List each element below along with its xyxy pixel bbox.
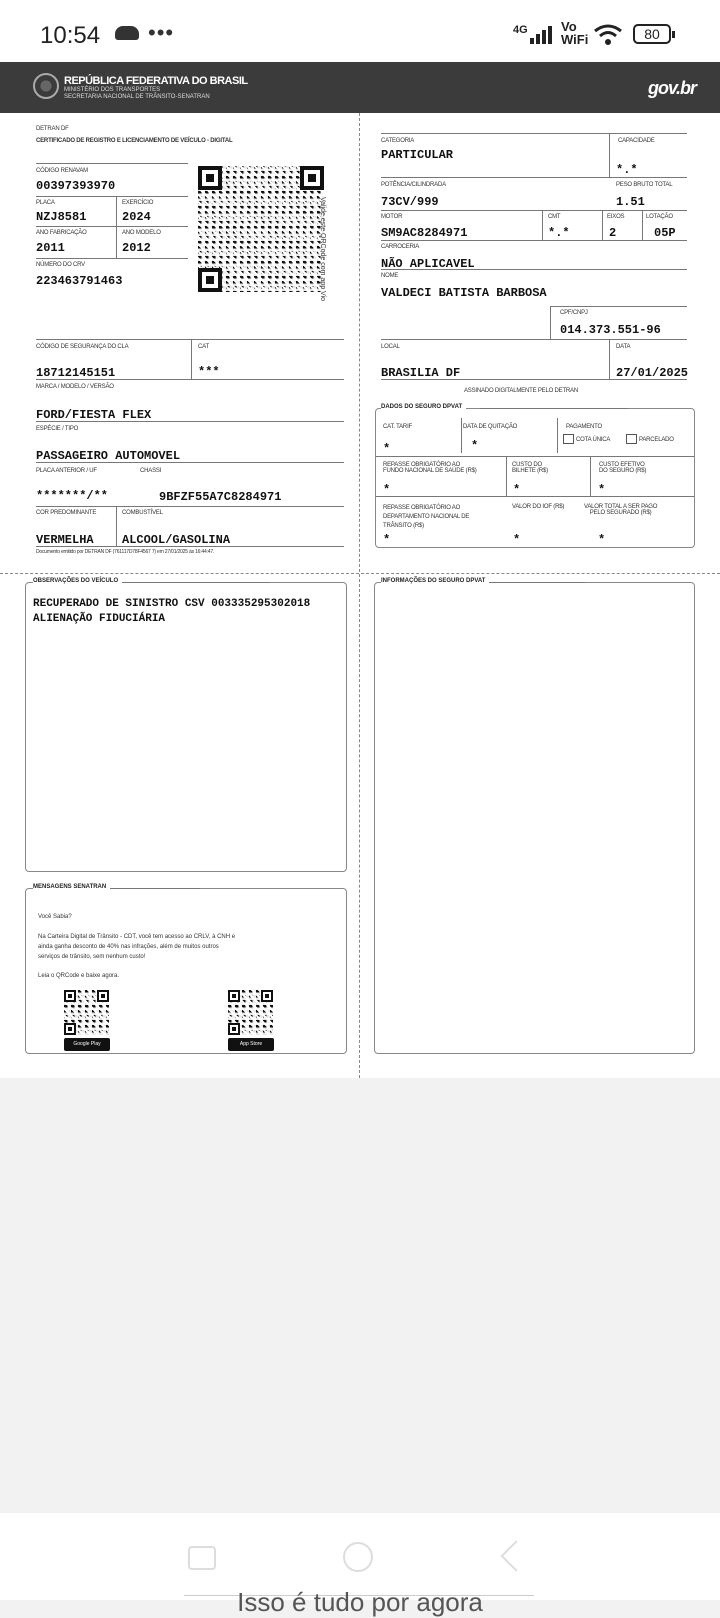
- repasse-transito-label: REPASSE OBRIGATÓRIO AO DEPARTAMENTO NACIONAL DE TRÂNSITO (R$): [383, 505, 470, 529]
- exercicio-value: 2024: [122, 210, 151, 224]
- cat-label: CAT: [198, 344, 209, 350]
- eixos-value: 2: [609, 226, 617, 240]
- ano-fabricacao-value: 2011: [36, 241, 65, 255]
- renavam-label: CÓDIGO RENAVAM: [36, 168, 88, 174]
- placa-anterior-value: *******/**: [36, 489, 109, 503]
- more-notifications-icon: •••: [148, 20, 175, 45]
- document-header: [0, 62, 720, 113]
- data-quitacao-value: *: [471, 439, 479, 453]
- capacidade-value: *.*: [616, 163, 638, 177]
- cat-tarif-label: CAT. TARIF: [383, 424, 413, 430]
- observacoes-line-2: ALIENAÇÃO FIDUCIÁRIA: [33, 613, 166, 625]
- detran-label: DETRAN: [36, 126, 60, 132]
- local-value: BRASILIA DF: [381, 366, 461, 380]
- local-label: LOCAL: [381, 344, 400, 350]
- capacidade-label: CAPACIDADE: [618, 138, 655, 144]
- cmt-label: CMT: [548, 214, 561, 220]
- combustivel-value: ALCOOL/GASOLINA: [122, 533, 231, 547]
- dpvat-title: DADOS DO SEGURO DPVAT: [381, 404, 466, 410]
- brasil-emblem-icon: [33, 73, 59, 99]
- validation-qr-code[interactable]: [198, 166, 324, 292]
- cota-unica-label: COTA ÚNICA: [576, 437, 611, 443]
- marca-label: MARCA / MODELO / VERSÃO: [36, 384, 114, 390]
- header-secretariat: SECRETARIA NACIONAL DE TRÂNSITO-SENATRAN: [64, 94, 210, 100]
- cat-value: ***: [198, 365, 220, 379]
- mensagens-title: MENSAGENS SENATRAN: [33, 884, 110, 890]
- google-play-badge[interactable]: Google Play: [64, 1038, 110, 1051]
- data-label: DATA: [616, 344, 631, 350]
- motor-value: SM9AC8284971: [381, 226, 468, 240]
- custo-efetivo-label: CUSTO EFETIVO DO SEGURO (R$): [599, 462, 647, 474]
- home-icon[interactable]: [343, 1542, 373, 1572]
- carroceria-label: CARROCERIA: [381, 244, 420, 250]
- exercicio-label: EXERCÍCIO: [122, 200, 154, 206]
- chassi-value: 9BFZF55A7C8284971: [159, 490, 282, 504]
- status-bar: [0, 0, 720, 62]
- lotacao-label: LOTAÇÃO: [646, 214, 673, 220]
- clock: 10:54: [40, 22, 101, 49]
- potencia-label: POTÊNCIA/CILINDRADA: [381, 182, 446, 188]
- ano-modelo-value: 2012: [122, 241, 151, 255]
- especie-value: PASSAGEIRO AUTOMOVEL: [36, 449, 181, 463]
- observacoes-title: OBSERVAÇÕES DO VEÍCULO: [33, 578, 122, 584]
- navigation-bar: [0, 1513, 720, 1617]
- info-dpvat-title: INFORMAÇÕES DO SEGURO DPVAT: [381, 578, 489, 584]
- network-type: 4G: [513, 24, 528, 36]
- repasse-saude-label: REPASSE OBRIGATÓRIO AO FUNDO NACIONAL DE SAÚDE (R$): [383, 462, 477, 474]
- mensagens-line-1: Você Sabia?: [38, 914, 72, 920]
- back-icon[interactable]: [500, 1540, 531, 1571]
- parcelado-label: PARCELADO: [639, 437, 674, 443]
- battery-icon: 80: [633, 24, 671, 44]
- placa-value: NZJ8581: [36, 210, 87, 224]
- codigo-seguranca-value: 18712145151: [36, 366, 116, 380]
- renavam-value: 00397393970: [36, 179, 116, 193]
- numero-crv-label: NÚMERO DO CRV: [36, 262, 85, 268]
- carroceria-value: NÃO APLICAVEL: [381, 257, 475, 271]
- lotacao-value: 05P: [654, 226, 676, 240]
- uf-value: DF: [61, 126, 69, 132]
- peso-label: PESO BRUTO TOTAL: [616, 182, 673, 188]
- placa-label: PLACA: [36, 200, 55, 206]
- ano-fabricacao-label: ANO FABRICAÇÃO: [36, 230, 87, 236]
- emitido-note: Documento emitido por DETRAN DF (761117D78F4567 7) em 27/01/2025 às 16:44:47.: [36, 549, 215, 555]
- mensagens-line-3: ainda ganha desconto de 40% nas infrações, além de muitos outros: [38, 944, 219, 950]
- especie-label: ESPÉCIE / TIPO: [36, 426, 79, 432]
- header-ministry: MINISTÉRIO DOS TRANSPORTES: [64, 87, 161, 93]
- qr-caption: Valide este QRCode com app Vio: [319, 197, 326, 302]
- document-title: CERTIFICADO DE REGISTRO E LICENCIAMENTO DE VEÍCULO - DIGITAL: [36, 138, 233, 144]
- codigo-seguranca-label: CÓDIGO DE SEGURANÇA DO CLA: [36, 344, 129, 350]
- end-of-page-toast: Isso é tudo por agora: [237, 1587, 483, 1617]
- parcelado-checkbox[interactable]: [626, 434, 637, 444]
- potencia-value: 73CV/999: [381, 195, 439, 209]
- google-play-qr-code[interactable]: [64, 990, 109, 1035]
- repasse-transito-value: *: [383, 533, 391, 547]
- categoria-value: PARTICULAR: [381, 148, 454, 162]
- data-quitacao-label: DATA DE QUITAÇÃO: [463, 424, 518, 430]
- recent-apps-icon[interactable]: [188, 1546, 216, 1570]
- govbr-logo: gov.br: [648, 78, 697, 98]
- header-title: REPÚBLICA FEDERATIVA DO BRASIL: [64, 75, 248, 87]
- repasse-saude-value: *: [383, 483, 391, 497]
- assinado-note: ASSINADO DIGITALMENTE PELO DETRAN: [464, 388, 578, 394]
- mensagens-line-5: Leia o QRCode e baixe agora.: [38, 973, 120, 979]
- motor-label: MOTOR: [381, 214, 403, 220]
- observacoes-line-1: RECUPERADO DE SINISTRO CSV 003335295302018: [33, 598, 311, 610]
- data-value: 27/01/2025: [616, 366, 689, 380]
- mensagens-line-4: serviços de trânsito, sem nenhum custo!: [38, 954, 146, 960]
- app-store-qr-code[interactable]: [228, 990, 273, 1035]
- custo-bilhete-value: *: [513, 483, 521, 497]
- app-store-badge[interactable]: App Store: [228, 1038, 274, 1051]
- categoria-label: CATEGORIA: [381, 138, 415, 144]
- combustivel-label: COMBUSTÍVEL: [122, 510, 163, 516]
- info-dpvat-box: [374, 582, 695, 1054]
- custo-efetivo-value: *: [598, 483, 606, 497]
- numero-crv-value: 223463791463: [36, 274, 123, 288]
- cor-label: COR PREDOMINANTE: [36, 510, 97, 516]
- cor-value: VERMELHA: [36, 533, 94, 547]
- cpf-value: 014.373.551-96: [560, 323, 661, 337]
- fold-line-horizontal: [0, 573, 720, 574]
- cmt-value: *.*: [548, 226, 570, 240]
- cpf-label: CPF/CNPJ: [560, 310, 588, 316]
- custo-bilhete-label: CUSTO DO BILHETE (R$): [512, 462, 548, 474]
- vowifi-icon: Vo WiFi: [561, 19, 589, 47]
- cota-unica-checkbox[interactable]: [563, 434, 574, 444]
- pagamento-label: PAGAMENTO: [566, 424, 602, 430]
- placa-anterior-label: PLACA ANTERIOR / UF: [36, 468, 97, 474]
- nome-label: NOME: [381, 273, 399, 279]
- peso-value: 1.51: [616, 195, 645, 209]
- eixos-label: EIXOS: [607, 214, 625, 220]
- cat-tarif-value: *: [383, 442, 391, 456]
- fold-line-vertical: [359, 113, 360, 1078]
- nome-value: VALDECI BATISTA BARBOSA: [381, 286, 547, 300]
- signal-icon: [530, 24, 556, 44]
- valor-iof-label: VALOR DO IOF (R$): [512, 504, 565, 510]
- marca-value: FORD/FIESTA FLEX: [36, 408, 152, 422]
- valor-iof-value: *: [513, 533, 521, 547]
- valor-total-value: *: [598, 533, 606, 547]
- crlv-document: [0, 62, 720, 1078]
- ano-modelo-label: ANO MODELO: [122, 230, 161, 236]
- mensagens-line-2: Na Carteira Digital de Trânsito - CDT, você tem acesso ao CRLV, à CNH e: [38, 934, 236, 940]
- cloud-icon: [115, 26, 139, 40]
- valor-total-label: VALOR TOTAL A SER PAGO PELO SEGURADO (R$): [584, 504, 658, 516]
- chassi-label: CHASSI: [140, 468, 162, 474]
- wifi-icon: [593, 24, 623, 46]
